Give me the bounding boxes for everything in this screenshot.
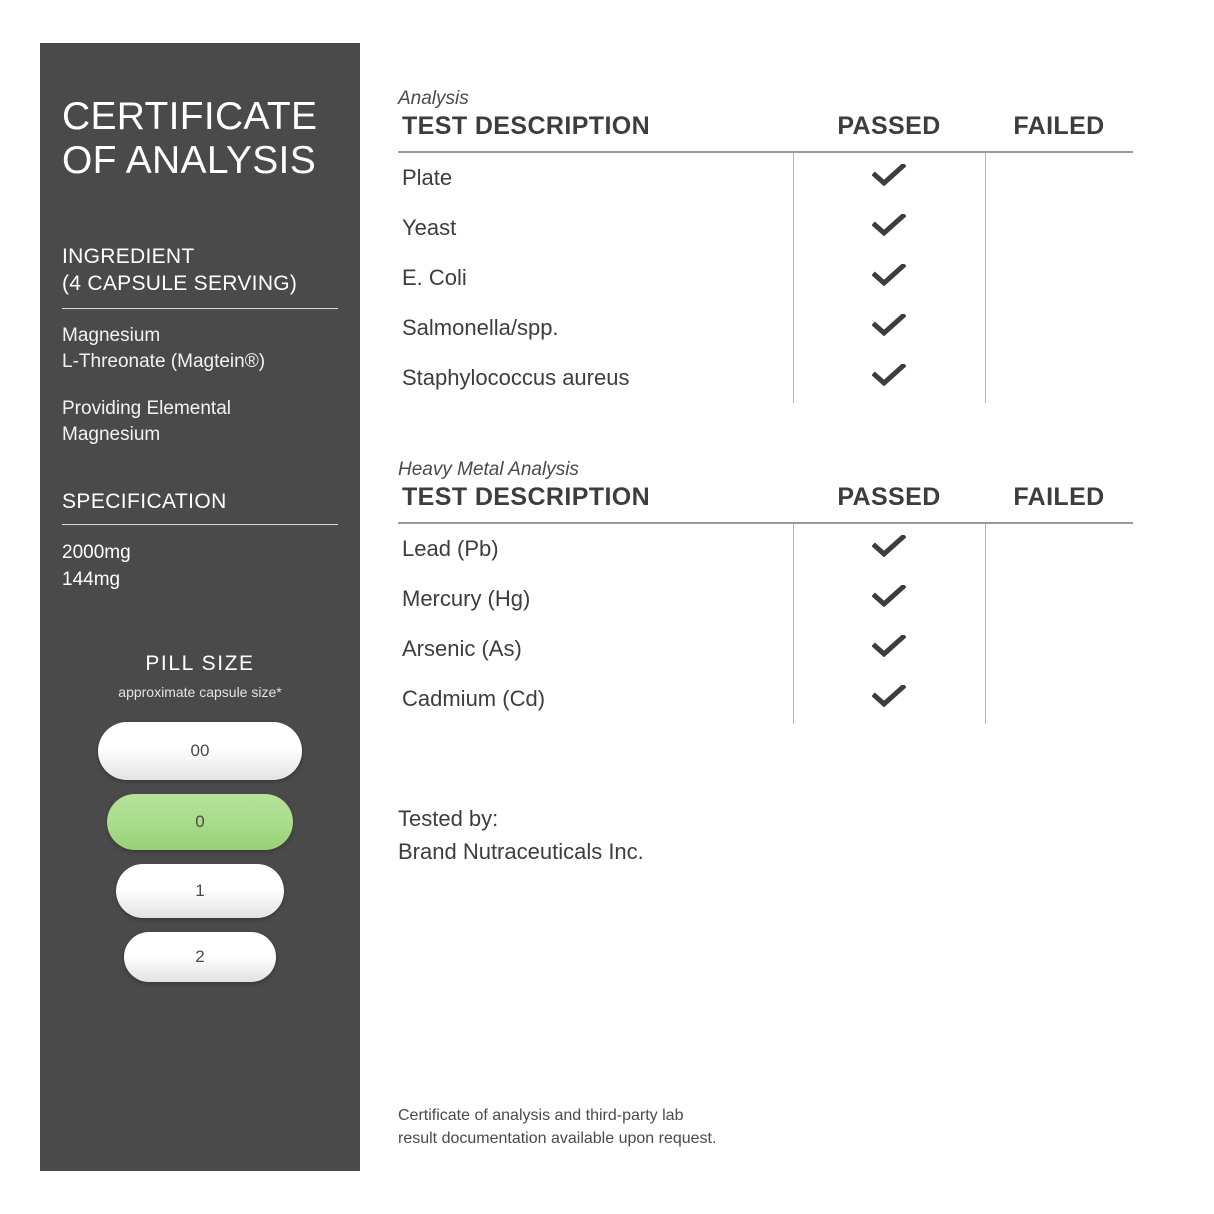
passed-cell [793, 303, 985, 353]
ingredient-heading [62, 244, 338, 298]
divider-ingredient [62, 308, 338, 309]
analysis-table [398, 112, 1133, 403]
failed-cell [985, 203, 1133, 253]
table-row [398, 624, 1133, 674]
ingredient-item-1 [62, 323, 338, 374]
check-icon [872, 164, 906, 186]
check-icon [872, 685, 906, 707]
heavy-metal-table-caption: Heavy Metal Analysis [398, 459, 579, 480]
pill-size-title: PILL SIZE [145, 651, 255, 675]
passed-cell [793, 152, 985, 203]
test-name: Mercury (Hg) [402, 586, 531, 611]
check-icon [872, 264, 906, 286]
pill-option-0-label: 0 [195, 811, 205, 831]
failed-cell [985, 152, 1133, 203]
specification-values [62, 539, 338, 594]
tested-by-block [398, 802, 1158, 868]
passed-cell [793, 523, 985, 574]
ingredient-heading-line-2: (4 CAPSULE SERVING) [62, 272, 298, 296]
failed-cell [985, 674, 1133, 724]
pill-option-0-selected[interactable] [107, 794, 293, 850]
table-row [398, 203, 1133, 253]
table-header-row [398, 483, 1133, 523]
column-header-failed: FAILED [985, 483, 1133, 523]
passed-cell [793, 353, 985, 403]
check-icon [872, 535, 906, 557]
table-row [398, 152, 1133, 203]
ingredient-item-2-line-1: Providing Elemental [62, 398, 231, 420]
analysis-table-caption: Analysis [398, 88, 469, 109]
ingredient-item-1-line-1: Magnesium [62, 325, 161, 347]
specification-heading: SPECIFICATION [62, 489, 227, 513]
failed-cell [985, 253, 1133, 303]
heavy-metal-table [398, 483, 1133, 724]
failed-cell [985, 303, 1133, 353]
test-name: Salmonella/spp. [402, 315, 559, 340]
test-name: Lead (Pb) [402, 536, 499, 561]
passed-cell [793, 203, 985, 253]
table-row [398, 523, 1133, 574]
footnote-line-2: result documentation available upon request. [398, 1130, 717, 1148]
passed-cell [793, 624, 985, 674]
pill-option-2[interactable] [124, 932, 276, 982]
footnote-line-1: Certificate of analysis and third-party lab [398, 1107, 684, 1124]
footnote [398, 1104, 918, 1150]
table-spacer [398, 403, 1158, 459]
main-content [398, 88, 1158, 868]
page-title [62, 95, 338, 182]
ingredient-item-1-line-2: L-Threonate (Magtein®) [62, 350, 266, 372]
sidebar-panel [40, 43, 360, 1171]
table-row [398, 574, 1133, 624]
failed-cell [985, 624, 1133, 674]
passed-cell [793, 674, 985, 724]
pill-size-subtitle: approximate capsule size* [118, 683, 282, 700]
test-name: E. Coli [402, 265, 467, 290]
check-icon [872, 635, 906, 657]
ingredient-item-2 [62, 396, 338, 447]
pill-option-00-label: 00 [190, 740, 210, 760]
test-name: Yeast [402, 215, 457, 240]
pill-option-1-label: 1 [195, 880, 205, 900]
table-row [398, 303, 1133, 353]
test-name: Cadmium (Cd) [402, 686, 546, 711]
ingredient-heading-line-1: INGREDIENT [62, 245, 195, 269]
pill-size-block [62, 652, 338, 982]
test-name: Plate [402, 165, 453, 190]
table-row [398, 353, 1133, 403]
failed-cell [985, 523, 1133, 574]
passed-cell [793, 253, 985, 303]
pill-option-1[interactable] [116, 864, 284, 918]
passed-cell [793, 574, 985, 624]
page-title-line-2: OF ANALYSIS [62, 138, 317, 182]
column-header-failed: FAILED [985, 112, 1133, 152]
table-header-row [398, 112, 1133, 152]
column-header-passed: PASSED [793, 483, 985, 523]
test-name: Staphylococcus aureus [402, 365, 630, 390]
check-icon [872, 214, 906, 236]
column-header-passed: PASSED [793, 112, 985, 152]
tested-by-label: Tested by: [398, 806, 499, 831]
pill-option-00[interactable] [98, 722, 302, 780]
specification-value-1: 2000mg [62, 541, 131, 563]
table-row [398, 253, 1133, 303]
check-icon [872, 314, 906, 336]
check-icon [872, 364, 906, 386]
test-name: Arsenic (As) [402, 636, 522, 661]
column-header-test-description: TEST DESCRIPTION [398, 483, 793, 523]
check-icon [872, 585, 906, 607]
pill-option-2-label: 2 [195, 946, 205, 966]
failed-cell [985, 574, 1133, 624]
page-title-line-1: CERTIFICATE [62, 95, 318, 138]
specification-value-2: 144mg [62, 569, 121, 591]
column-header-test-description: TEST DESCRIPTION [398, 112, 793, 152]
failed-cell [985, 353, 1133, 403]
divider-specification [62, 524, 338, 525]
ingredient-item-2-line-2: Magnesium [62, 424, 161, 446]
table-row [398, 674, 1133, 724]
tested-by-lab: Brand Nutraceuticals Inc. [398, 839, 644, 864]
